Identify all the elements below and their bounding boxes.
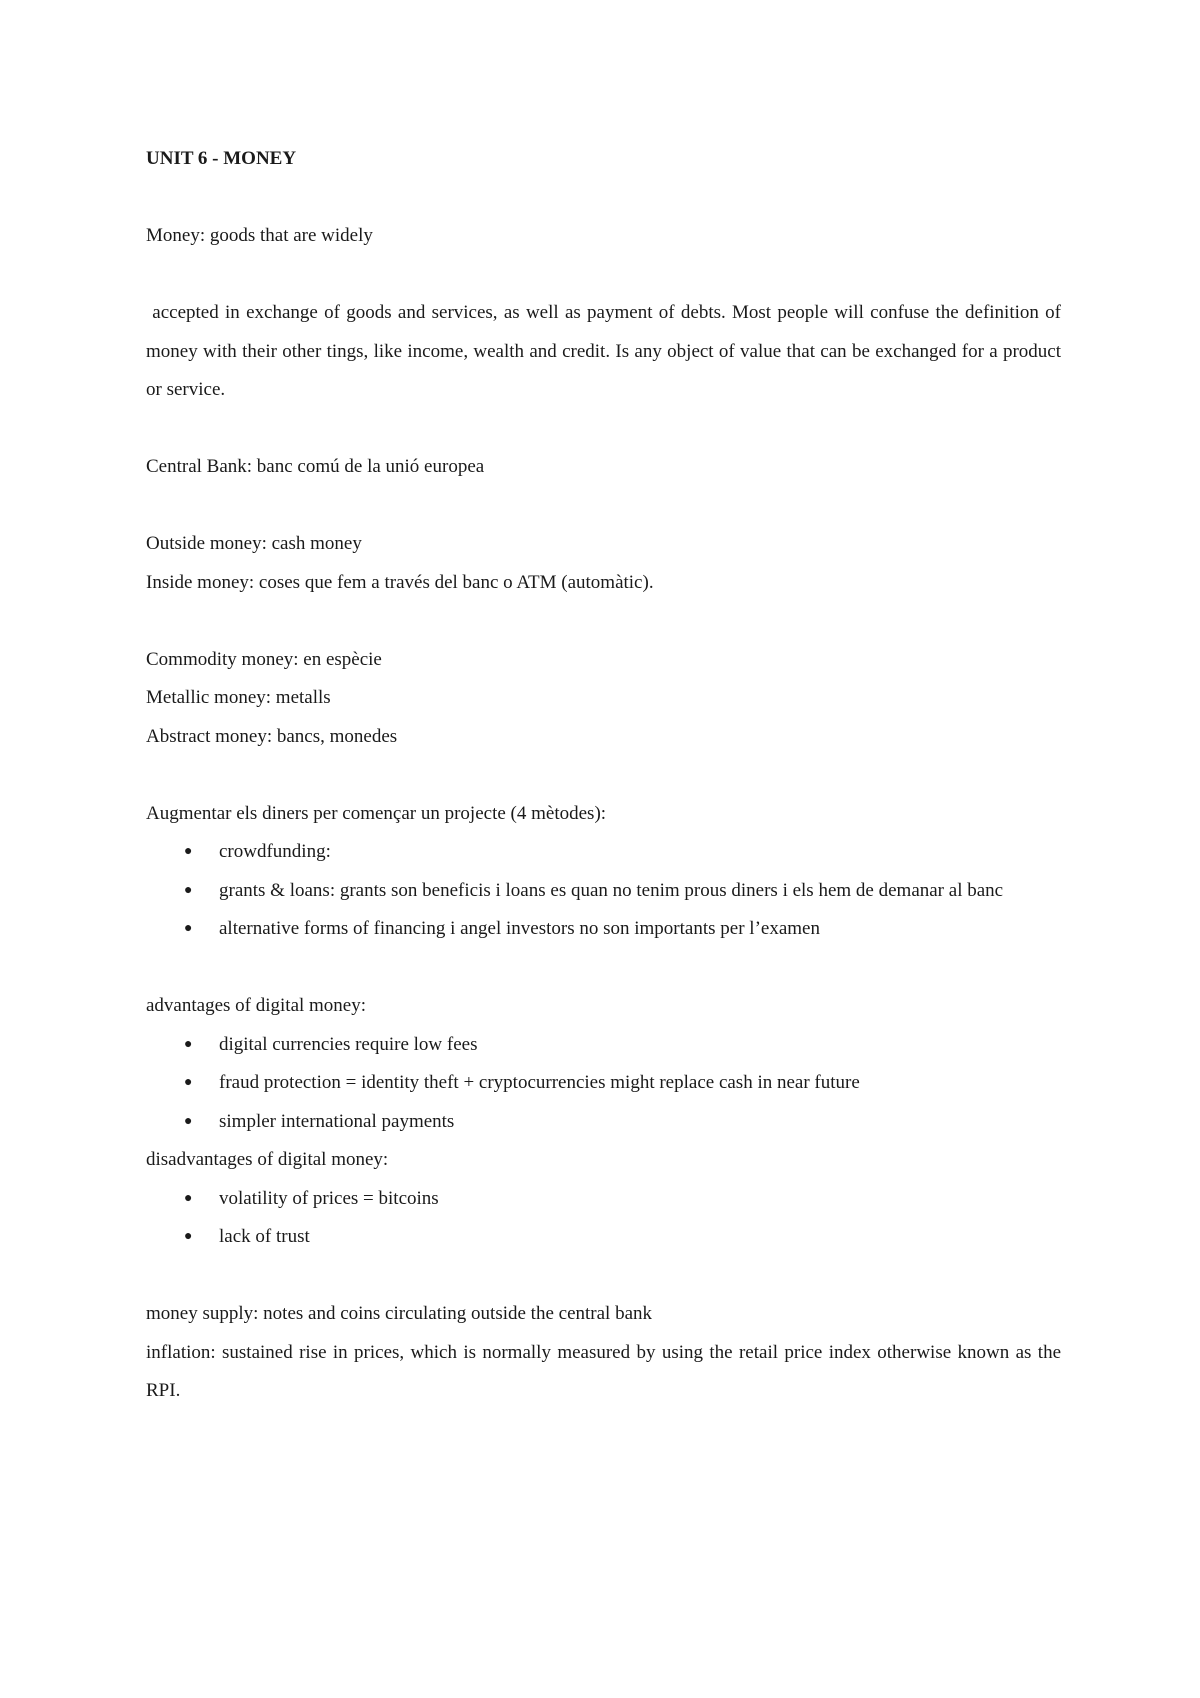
commodity-money-definition: Commodity money: en espècie [146,648,382,670]
outside-money-definition: Outside money: cash money [146,533,362,554]
list-item-text: digital currencies require low fees [219,1033,478,1055]
bullet-icon: ● [184,921,193,936]
list-item-text: lack of trust [219,1226,310,1247]
raise-money-list [146,833,1061,949]
advantages-heading: advantages of digital money: [146,995,367,1016]
inside-money-definition: Inside money: coses que fem a través del banc o ATM (automàtic). [146,571,654,593]
spacer [146,756,1061,795]
bullet-icon: ● [184,844,193,859]
bullet-icon: ● [184,1229,193,1244]
metallic-money-definition: Metallic money: metalls [146,687,331,708]
raise-money-heading: Augmentar els diners per començar un projecte (4 mètodes): [146,802,607,824]
spacer [146,1257,1061,1296]
inflation-definition: inflation: sustained rise in prices, which is normally measured by using the retail price index otherwise known as the RPI. [146,1341,1061,1401]
spacer [146,487,1061,526]
abstract-money-definition: Abstract money: bancs, monedes [146,725,398,747]
bullet-icon: ● [184,1113,193,1129]
spacer [146,410,1061,449]
list-item-text: alternative forms of financing i angel investors no son importants per l’examen [219,918,820,939]
page-title: UNIT 6 - MONEY [146,148,297,169]
list-item-text: fraud protection = identity theft + cryptocurrencies might replace cash in near future [219,1072,860,1093]
spacer [146,256,1061,295]
list-item [146,910,1061,949]
list-item [146,1103,1061,1142]
money-supply-definition: money supply: notes and coins circulating outside the central bank [146,1303,653,1324]
bullet-icon: ● [184,1075,193,1090]
list-item-text: simpler international payments [219,1110,455,1132]
list-item [146,1064,1061,1103]
list-item [146,872,1061,911]
list-item-text: volatility of prices = bitcoins [219,1187,439,1209]
list-item-text: grants & loans: grants son beneficis i loans es quan no tenim prous diners i els hem de demanar al banc [219,879,1004,901]
advantages-list [146,1026,1061,1142]
list-item-text: crowdfunding: [219,841,331,862]
list-item [146,1026,1061,1065]
central-bank-definition: Central Bank: banc comú de la unió europea [146,456,485,477]
list-item [146,1218,1061,1257]
spacer [146,949,1061,988]
disadvantages-heading: disadvantages of digital money: [146,1149,389,1170]
spacer [146,602,1061,641]
bullet-icon: ● [184,1190,193,1206]
money-definition-paragraph [146,294,1061,410]
list-item [146,833,1061,872]
money-definition-text: accepted in exchange of goods and services, as well as payment of debts. Most people will confuse the definition of money with their other tings, like income, wealth and credit. Is any object of value that can be exchanged for a product or service. [146,302,1061,400]
disadvantages-list [146,1180,1061,1257]
money-definition-line-1: Money: goods that are widely [146,225,373,246]
list-item [146,1180,1061,1219]
document-page [146,140,1061,1411]
bullet-icon: ● [184,1036,193,1052]
bullet-icon: ● [184,882,193,898]
